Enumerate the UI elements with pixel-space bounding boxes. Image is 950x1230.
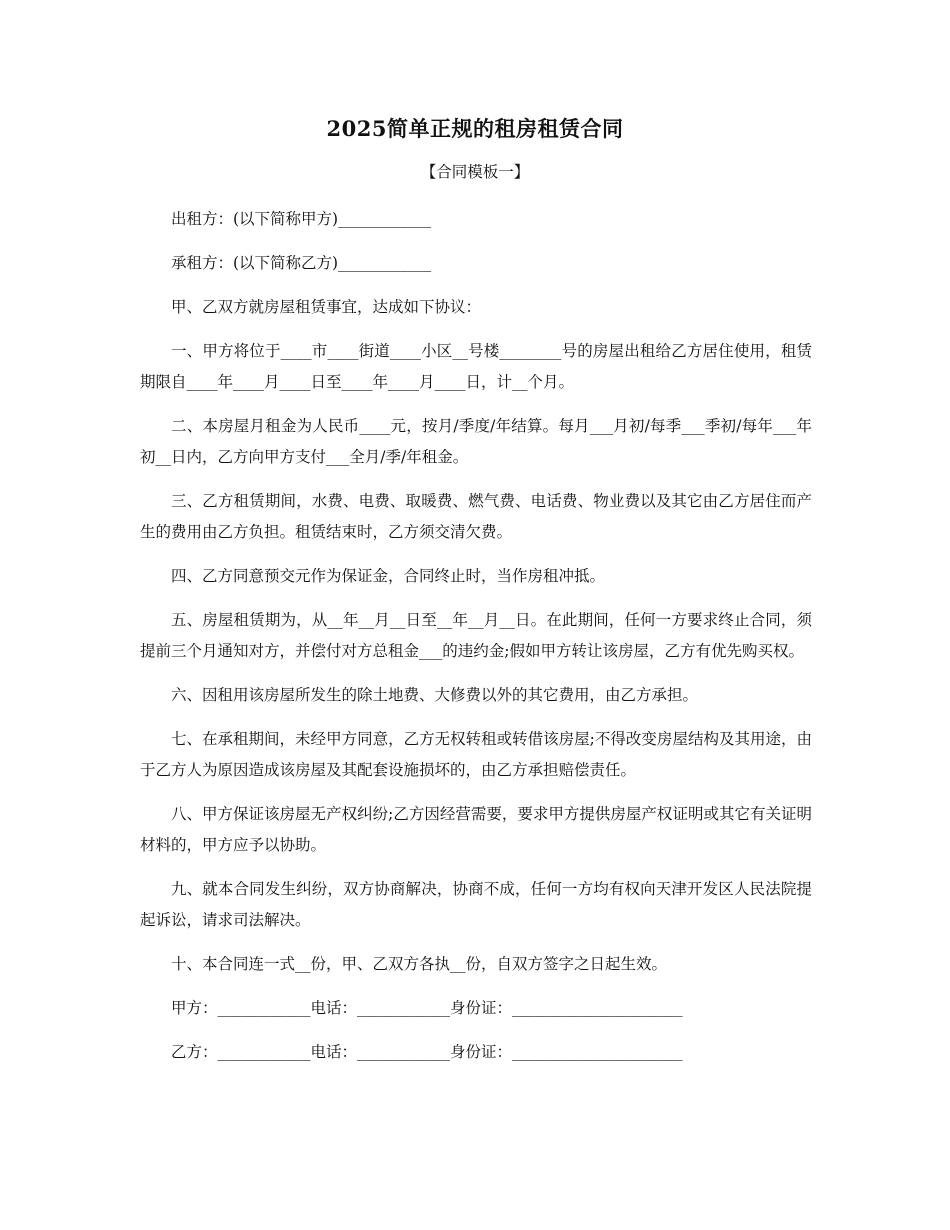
lessor-line: 出租方：(以下简称甲方)____________ [171, 210, 432, 228]
clause-7: 七、在承租期间，未经甲方同意，乙方无权转租或转借该房屋;不得改变房屋结构及其用途，由于乙方人为原因造成该房屋及其配套设施损坏的，由乙方承担赔偿责任。 [140, 730, 812, 779]
clause-1: 一、甲方将位于____市____街道____小区__号楼________号的房屋出租给乙方居住使用，租赁期限自____年____月____日至____年____月____日，计__个月。 [140, 342, 812, 391]
clause-6: 六、因租用该房屋所发生的除土地费、大修费以外的其它费用，由乙方承担。 [171, 686, 699, 704]
contract-body [140, 204, 812, 1081]
clause-4: 四、乙方同意预交元作为保证金，合同终止时，当作房租冲抵。 [171, 567, 606, 585]
lessee-line: 承租方：(以下简称乙方)____________ [171, 254, 432, 272]
clause-3: 三、乙方租赁期间，水费、电费、取暖费、燃气费、电话费、物业费以及其它由乙方居住而产生的费用由乙方负担。租赁结束时，乙方须交清欠费。 [140, 492, 812, 541]
clause-10: 十、本合同连一式__份，甲、乙双方各执__份，自双方签字之日起生效。 [171, 955, 668, 973]
clause-5: 五、房屋租赁期为，从__年__月__日至__年__月__日。在此期间，任何一方要求终止合同，须提前三个月通知对方，并偿付对方总租金___的违约金;假如甲方转让该房屋，乙方有优先购买权。 [140, 611, 812, 660]
agreement-intro: 甲、乙双方就房屋租赁事宜，达成如下协议： [171, 298, 482, 316]
clause-8: 八、甲方保证该房屋无产权纠纷;乙方因经营需要，要求甲方提供房屋产权证明或其它有关证明材料的，甲方应予以协助。 [140, 805, 812, 854]
clause-9: 九、就本合同发生纠纷，双方协商解决，协商不成，任何一方均有权向天津开发区人民法院提起诉讼，请求司法解决。 [140, 880, 812, 929]
signature-party-b: 乙方：____________电话：____________身份证：______________________ [171, 1043, 683, 1061]
clause-2: 二、本房屋月租金为人民币____元，按月/季度/年结算。每月___月初/每季___季初/每年___年初__日内，乙方向甲方支付___全月/季/年租金。 [140, 417, 812, 466]
document-title: 2025简单正规的租房租赁合同 [326, 116, 624, 141]
template-label: 【合同模板一】 [420, 163, 530, 181]
signature-party-a: 甲方：____________电话：____________身份证：______________________ [171, 999, 683, 1017]
